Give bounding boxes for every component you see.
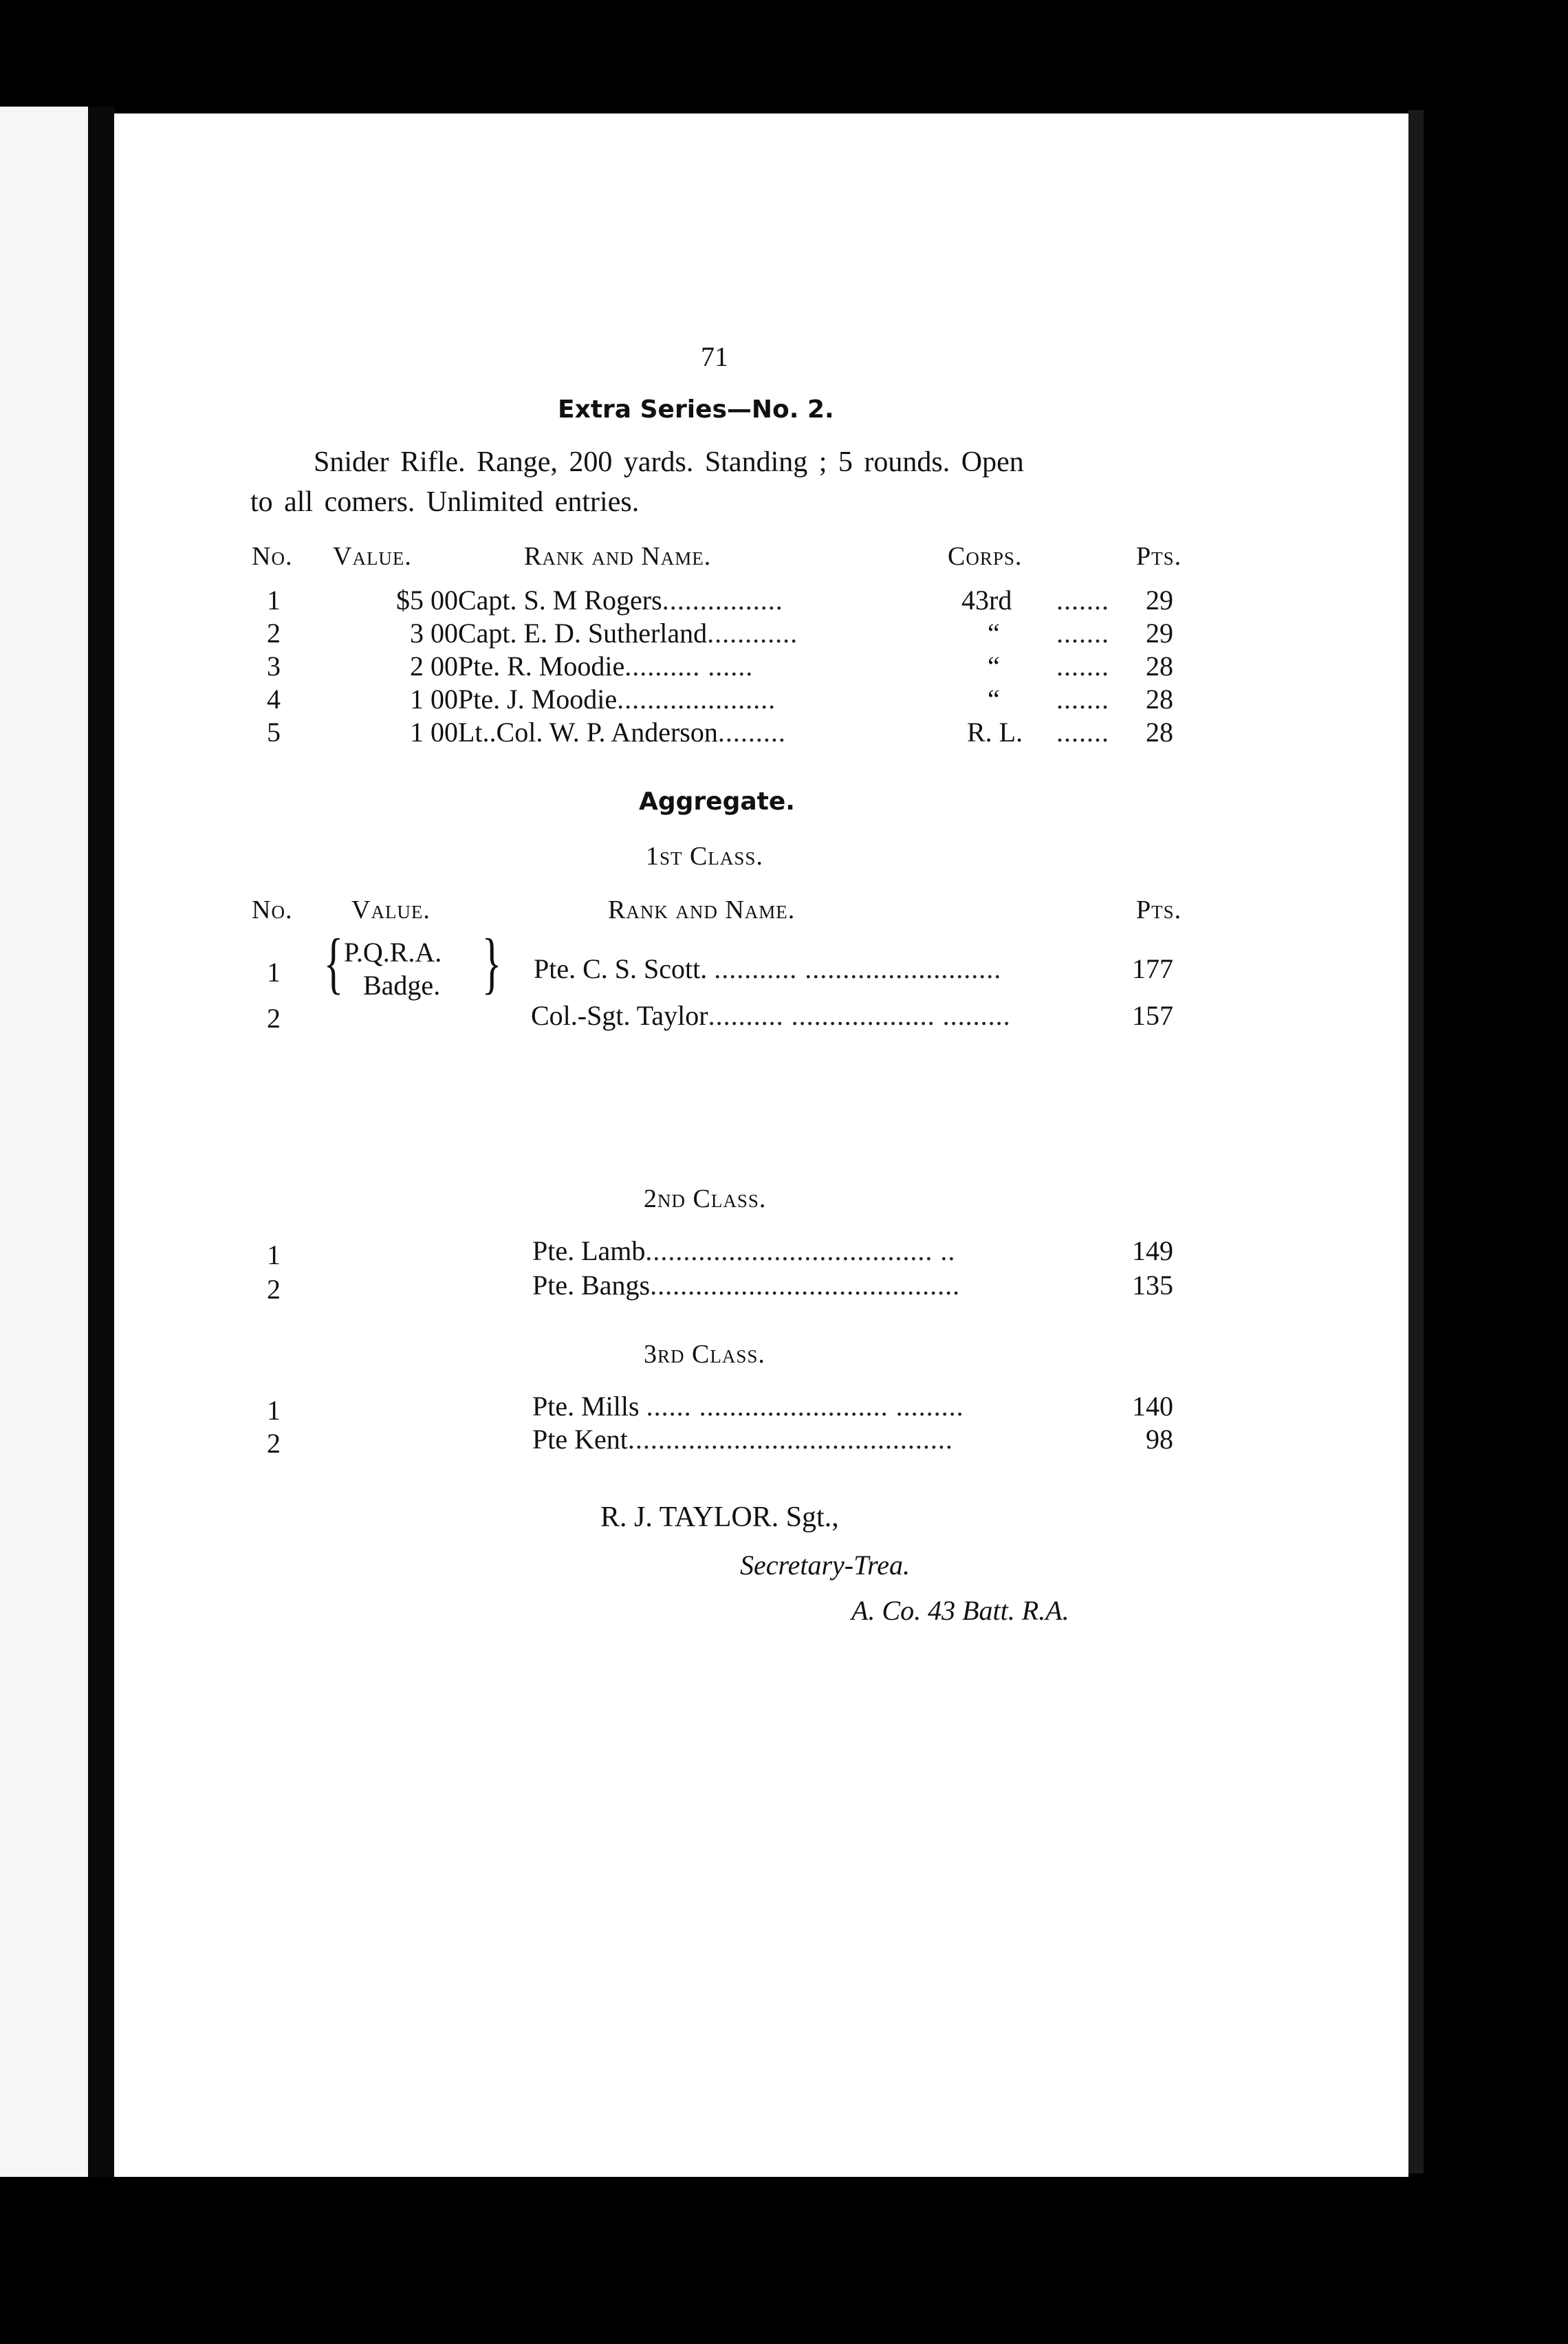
second-class-label: 2nd Class.	[644, 1184, 767, 1213]
row-value: 2 00	[410, 651, 458, 682]
corps-leader-dots: .......	[1056, 717, 1109, 748]
row-name-text: Col.-Sgt. Taylor	[531, 1000, 708, 1031]
leader-dots: ...................................... ..	[645, 1235, 956, 1266]
row-name-text: Pte. R. Moodie	[458, 651, 625, 682]
row-corps: 43rd	[961, 585, 1012, 616]
row-pts: 28	[1146, 651, 1173, 682]
row-name-text: Pte. Bangs	[532, 1270, 651, 1301]
row-no: 1	[267, 1239, 281, 1270]
row-name	[532, 1390, 964, 1422]
row-value: 1 00	[410, 684, 458, 715]
prize-line1: P.Q.R.A.	[344, 937, 442, 968]
row-name-text: Pte. J. Moodie	[458, 684, 618, 715]
row-no: 2	[267, 618, 281, 649]
col-header-corps: Corps.	[948, 542, 1023, 571]
corps-leader-dots: .......	[1056, 618, 1109, 649]
row-corps: “	[988, 618, 1000, 649]
third-class-label: 3rd Class.	[644, 1340, 765, 1369]
row-pts: 28	[1146, 717, 1173, 748]
row-name-text: Lt..Col. W. P. Anderson	[458, 717, 718, 748]
row-pts: 177	[1132, 953, 1173, 984]
row-no: 3	[267, 651, 281, 682]
book-spine	[88, 107, 114, 2177]
row-pts: 149	[1132, 1235, 1173, 1266]
row-name-text: Capt. E. D. Sutherland	[458, 618, 708, 649]
leader-dots: .........................................	[650, 1270, 961, 1301]
document-page	[114, 113, 1408, 2177]
row-name	[458, 584, 783, 616]
leader-dots: ...........................................	[627, 1424, 953, 1455]
row-no: 2	[267, 1274, 281, 1305]
row-pts: 98	[1146, 1424, 1173, 1455]
page-number: 71	[701, 341, 728, 372]
row-no: 2	[267, 1428, 281, 1459]
row-pts: 29	[1146, 585, 1173, 616]
signature-unit: A. Co. 43 Batt. R.A.	[851, 1595, 1069, 1626]
row-name	[531, 999, 1011, 1032]
corps-leader-dots: .......	[1056, 651, 1109, 682]
row-corps: “	[988, 651, 1000, 682]
left-page-edge	[0, 107, 88, 2177]
aggregate-title: Aggregate.	[639, 788, 795, 816]
leader-dots: .....................	[617, 684, 776, 715]
row-value: $5 00	[396, 585, 458, 616]
leader-dots: ................	[662, 585, 783, 616]
row-no: 5	[267, 717, 281, 748]
row-no: 1	[267, 585, 281, 616]
row-name-text: Pte. Mills	[532, 1391, 640, 1422]
leader-dots: .......... ................... .........	[708, 1000, 1011, 1031]
right-page-edge	[1408, 110, 1424, 2173]
agg-header-pts: Pts.	[1136, 896, 1182, 924]
row-name-text: Pte. Lamb	[532, 1235, 646, 1266]
leader-dots: ........... ..........................	[714, 953, 1002, 984]
row-name	[532, 1423, 953, 1455]
row-name	[458, 617, 798, 649]
row-name-text: Pte. C. S. Scott.	[534, 953, 708, 984]
row-name	[532, 1269, 960, 1301]
corps-leader-dots: .......	[1056, 585, 1109, 616]
row-value: 3 00	[410, 618, 458, 649]
extra-series-title: Extra Series—No. 2.	[558, 395, 834, 424]
left-brace: {	[323, 924, 344, 1001]
leader-dots: ...... ......................... .........	[646, 1391, 964, 1422]
row-no: 2	[267, 1003, 281, 1034]
signature-title: Secretary-Trea.	[740, 1550, 910, 1581]
row-name	[458, 650, 753, 682]
leader-dots: ............	[707, 618, 798, 649]
row-name-text: Capt. S. M Rogers	[458, 585, 662, 616]
row-name	[532, 1235, 955, 1267]
extra-series-description-line2: to all comers. Unlimited entries.	[250, 486, 640, 518]
row-name	[458, 683, 776, 715]
row-pts: 29	[1146, 618, 1173, 649]
right-brace: }	[481, 924, 502, 1001]
row-pts: 28	[1146, 684, 1173, 715]
row-corps: “	[988, 684, 1000, 715]
col-header-no: No.	[252, 542, 293, 571]
row-name-text: Pte Kent	[532, 1424, 628, 1455]
row-pts: 135	[1132, 1270, 1173, 1301]
row-pts: 157	[1132, 1000, 1173, 1031]
agg-header-rank-name: Rank and Name.	[608, 896, 796, 924]
leader-dots: .........	[717, 717, 786, 748]
row-pts: 140	[1132, 1391, 1173, 1422]
row-no: 1	[267, 957, 281, 988]
row-value: 1 00	[410, 717, 458, 748]
signature-name: R. J. TAYLOR. Sgt.,	[600, 1501, 839, 1533]
agg-header-value: Value.	[351, 896, 431, 924]
col-header-pts: Pts.	[1136, 542, 1182, 571]
extra-series-description-line1: Snider Rifle. Range, 200 yards. Standing ; 5 rounds. Open	[314, 446, 1024, 478]
leader-dots: .......... ......	[624, 651, 754, 682]
col-header-rank-name: Rank and Name.	[524, 542, 712, 571]
row-name	[458, 716, 786, 748]
row-no: 4	[267, 684, 281, 715]
first-class-label: 1st Class.	[646, 842, 763, 871]
row-name	[534, 953, 1001, 985]
corps-leader-dots: .......	[1056, 684, 1109, 715]
agg-header-no: No.	[252, 896, 293, 924]
prize-line2: Badge.	[363, 970, 441, 1001]
col-header-value: Value.	[333, 542, 412, 571]
row-corps: R. L.	[967, 717, 1023, 748]
row-no: 1	[267, 1395, 281, 1426]
